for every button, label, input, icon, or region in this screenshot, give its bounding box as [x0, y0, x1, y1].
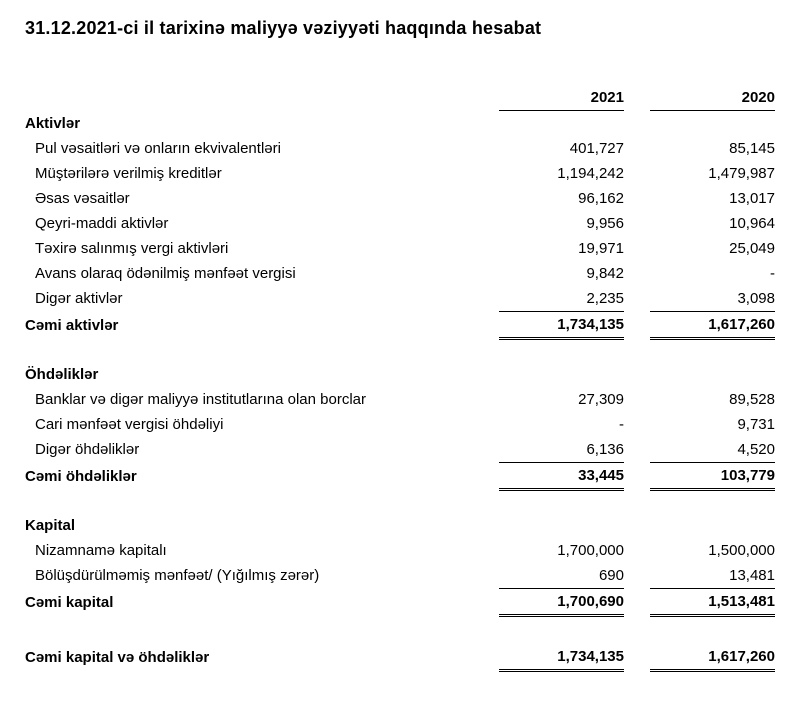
value-2021: 27,309 — [578, 390, 624, 408]
section-header-equity — [25, 513, 775, 538]
section-title: Aktivlər — [25, 114, 81, 132]
value-2021: 2,235 — [586, 289, 624, 307]
table-row — [25, 161, 775, 186]
table-row — [25, 387, 775, 412]
row-label: Əsas vəsaitlər — [35, 189, 130, 207]
section-header-assets — [25, 111, 775, 136]
row-label: Avans olaraq ödənilmiş mənfəət vergisi — [35, 264, 296, 282]
total-value-2021: 33,445 — [499, 462, 624, 489]
total-label: Cəmi öhdəliklər — [25, 468, 137, 485]
table-row — [25, 563, 775, 589]
row-label: Pul vəsaitləri və onların ekvivalentləri — [35, 139, 281, 157]
value-2020: 3,098 — [737, 289, 775, 307]
value-2021: 9,842 — [586, 264, 624, 282]
column-spacer — [624, 286, 650, 312]
row-label: Bölüşdürülməmiş mənfəət/ (Yığılmış zərər) — [35, 567, 320, 584]
year-header-2021: 2021 — [499, 85, 624, 111]
value-2021: 6,136 — [586, 440, 624, 458]
total-value-2021: 1,734,135 — [499, 311, 624, 338]
total-value-2020: 1,513,481 — [650, 588, 775, 615]
section-header-liabilities — [25, 362, 775, 387]
column-spacer — [624, 186, 650, 211]
column-spacer — [624, 538, 650, 563]
table-row — [25, 136, 775, 161]
table-row — [25, 186, 775, 211]
grand-total-label: Cəmi kapital və öhdəliklər — [25, 649, 210, 666]
value-2021: - — [619, 415, 624, 433]
section-gap — [25, 615, 775, 644]
column-spacer — [624, 211, 650, 236]
column-spacer — [624, 462, 650, 489]
value-2020: 25,049 — [729, 239, 775, 257]
grand-total-value-2021: 1,734,135 — [499, 644, 624, 671]
section-gap — [25, 338, 775, 362]
column-spacer — [624, 161, 650, 186]
total-row-assets — [25, 311, 775, 338]
document-title: 31.12.2021-ci il tarixinə maliyyə vəziyyəti haqqında hesabat — [25, 18, 542, 38]
value-2021: 96,162 — [578, 189, 624, 207]
row-label: Nizamnamə kapitalı — [35, 541, 167, 559]
total-value-2020: 103,779 — [650, 462, 775, 489]
section-title: Öhdəliklər — [25, 365, 99, 383]
table-row — [25, 236, 775, 261]
value-2021: 9,956 — [586, 214, 624, 232]
value-2021: 401,727 — [569, 139, 624, 157]
value-2020: 9,731 — [737, 415, 775, 433]
total-value-2021: 1,700,690 — [499, 588, 624, 615]
row-label: Banklar və digər maliyyə institutlarına olan borclar — [35, 390, 366, 408]
total-label: Cəmi aktivlər — [25, 317, 119, 334]
value-2021: 19,971 — [578, 239, 624, 257]
value-2021: 1,194,242 — [557, 164, 624, 182]
value-2021: 690 — [598, 566, 624, 584]
column-header-row — [25, 85, 775, 111]
table-row — [25, 412, 775, 437]
column-spacer — [624, 563, 650, 589]
section-gap — [25, 489, 775, 513]
row-label: Təxirə salınmış vergi aktivləri — [35, 239, 229, 257]
total-row-equity — [25, 588, 775, 615]
column-spacer — [624, 644, 650, 671]
value-2020: 4,520 — [737, 440, 775, 458]
value-2020: 1,500,000 — [708, 541, 775, 559]
column-spacer — [624, 412, 650, 437]
total-value-2020: 1,617,260 — [650, 311, 775, 338]
column-spacer — [624, 236, 650, 261]
column-spacer — [624, 387, 650, 412]
row-label: Digər aktivlər — [35, 290, 123, 307]
value-2020: - — [770, 264, 775, 282]
table-row — [25, 211, 775, 236]
column-spacer — [624, 85, 650, 111]
section-title: Kapital — [25, 516, 76, 534]
column-spacer — [624, 261, 650, 286]
table-row — [25, 538, 775, 563]
table-row — [25, 286, 775, 312]
grand-total-row — [25, 644, 775, 671]
value-2020: 85,145 — [729, 139, 775, 157]
value-2020: 13,481 — [729, 566, 775, 584]
grand-total-value-2020: 1,617,260 — [650, 644, 775, 671]
column-spacer — [624, 588, 650, 615]
total-label: Cəmi kapital — [25, 594, 114, 611]
column-spacer — [624, 111, 650, 136]
value-2020: 89,528 — [729, 390, 775, 408]
column-spacer — [624, 136, 650, 161]
table-row — [25, 261, 775, 286]
row-label: Qeyri-maddi aktivlər — [35, 214, 169, 232]
row-label: Digər öhdəliklər — [35, 441, 140, 458]
row-label: Cari mənfəət vergisi öhdəliyi — [35, 415, 224, 433]
value-2020: 10,964 — [729, 214, 775, 232]
column-spacer — [624, 437, 650, 463]
table-row — [25, 437, 775, 463]
row-label: Müştərilərə verilmiş kreditlər — [35, 164, 222, 182]
total-row-liabilities — [25, 462, 775, 489]
value-2020: 13,017 — [729, 189, 775, 207]
value-2020: 1,479,987 — [708, 164, 775, 182]
header-spacer — [25, 85, 499, 111]
year-header-2020: 2020 — [650, 85, 775, 111]
column-spacer — [624, 513, 650, 538]
balance-sheet-table — [25, 85, 775, 672]
column-spacer — [624, 311, 650, 338]
value-2021: 1,700,000 — [557, 541, 624, 559]
column-spacer — [624, 362, 650, 387]
